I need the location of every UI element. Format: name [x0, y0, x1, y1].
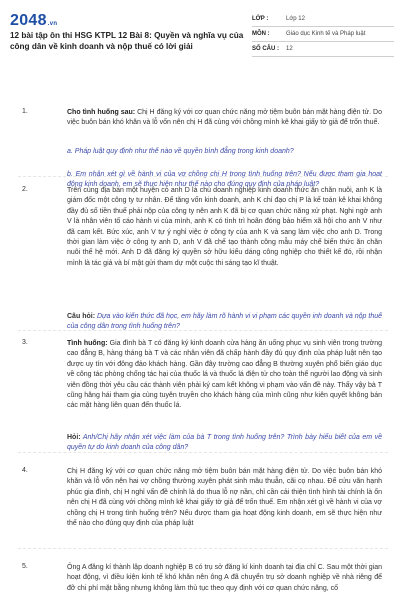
meta-table	[252, 12, 394, 57]
meta-value: 12	[286, 46, 293, 52]
question-number: 2.	[22, 186, 28, 193]
prompt-lead: Câu hỏi:	[67, 313, 96, 320]
meta-value: Lớp 12	[286, 16, 305, 22]
meta-value: Giáo dục Kinh tế và Pháp luật	[286, 31, 366, 37]
divider	[18, 452, 388, 453]
question-text: Trên cùng địa bàn một huyện có anh D là chủ doanh nghiệp kinh doanh thức ăn chăn nuôi, anh K là giám đốc một công ty tư nhân. Để tăng vốn kinh doanh, anh K chỉ đạo chị P là kế toán kê khai không đầy đủ số tiền thuế phải nộp của công ty nên anh K đã bị cơ quan chức năng xử phạt. Nghi ngờ anh V là nhân viên tố cáo hành vi của mình, anh K có tình trì hoãn đóng bảo hiểm xã hội cho anh V như đã cam kết. Bức xúc, anh V tự ý nghỉ việc ở công ty của anh K và sang làm việc cho anh D. Trong thời gian làm việc ở công ty anh D, anh V đã chế tạo thành công mẫu máy chế biến thức ăn chăn nuôi thế hệ mới. Anh D đã đăng ký quyền sở hữu kiểu dáng công nghiệp cho thiết kế đó, rồi nhận mình là tác giả và bí mật gửi tham dự một cuộc thi sáng tạo kĩ thuật.	[67, 187, 382, 267]
question-body: Gia đình bà T có đăng ký kinh doanh cửa hàng ăn uống phục vụ sinh viên trong trường cao đẳng B, hàng tháng bà T và các nhân viên đã chấp hành đầy đủ quy định của pháp luật nên tạo được uy tín với đông đảo khách hàng. Gần đây trường cao đẳng B thường xuyên phổ biến giáo dục về công tác phòng chống tác hại của thuốc lá và thuốc lá điện tử cho toàn thể người lao động và sinh viên đồng thời yêu cầu các thành viên phải ký cam kết không vi phạm vào vấn đề này. Thấy vậy bà T cũng hăng hái tham gia cùng tuyên truyền cho khách hàng của mình cũng như kiên quyết không bán các mặt hàng liên quan đến thuốc lá.	[67, 340, 383, 410]
question-text	[67, 339, 382, 412]
meta-key: SỐ CÂU :	[252, 46, 279, 52]
divider	[18, 330, 388, 331]
question-body: Chị H đăng ký với cơ quan chức năng mở tiệm buôn bán mặt hàng điện tử. Do việc buôn bán khó khăn và lỗ vốn nên chị H đã cùng với chồng mình kê khai giấy tờ giả để trốn thuế.	[67, 109, 382, 127]
sub-question-a: a. Pháp luật quy định như thế nào về quyền bình đẳng trong kinh doanh?	[67, 148, 294, 155]
question-text: Chị H đăng ký với cơ quan chức năng mở tiệm buôn bán mặt hàng điện tử. Do việc buôn bán khó khăn và lỗ vốn nên hai vợ chồng thường xuyên phát sinh mâu thuẫn, cãi cọ nhau. Để cứu vãn hạnh phúc gia đình, chị H nghỉ vấn đề chính là do thua lỗ nợ nần, chỉ cần cải thiện tình hình tài chính là ổn nên chị H đã cùng với chồng mình kê khai giấy tờ giả để trốn thuế. Em nhận xét gì về hành vi của vợ chồng chị H trong tình huống trên? Nếu được tham gia hoạt động kinh doanh, em sẽ thực hiện như thế nào cho đúng quy định của pháp luật	[67, 468, 382, 528]
meta-key: MÔN :	[252, 31, 270, 37]
question-lead: Tình huống:	[67, 340, 108, 347]
question-number: 4.	[22, 467, 28, 474]
prompt-body: Anh/Chị hãy nhận xét việc làm của bà T trong tình huống trên? Trình bày hiểu biết của em về quyền tự do kinh doanh của công dân?	[67, 434, 382, 452]
meta-row-subject	[252, 27, 394, 42]
prompt-body: Dựa vào kiến thức đã học, em hãy làm rõ hành vi vi phạm các quyền inh doanh và nộp thuế của công dân trong tình huống trên?	[67, 313, 382, 331]
question-lead: Cho tình huống sau:	[67, 109, 136, 116]
question-number: 1.	[22, 108, 28, 115]
meta-row-class	[252, 12, 394, 27]
prompt-lead: Hỏi:	[67, 434, 81, 441]
sub-question-b: b. Em nhận xét gì về hành vi của vợ chồng chị H trong tình huống trên? Nếu được tham gia hoạt động kinh doanh, em sẽ thực hiện như thế nào cho đúng quy định của pháp luật?	[67, 171, 382, 189]
question-text	[67, 108, 382, 129]
logo-main: 2048	[10, 12, 47, 29]
question-number: 5.	[22, 563, 28, 570]
question-number: 3.	[22, 339, 28, 346]
question-prompt	[67, 433, 382, 454]
question-text: Ông A đăng kí thành lập doanh nghiệp B có trụ sở đăng kí kinh doanh tại địa chỉ C. Sau một thời gian hoạt động, vì điều kiện kinh tế khó khăn nên ông A đã chuyển trụ sở doanh nghiệp về nhà riêng để đỡ chi phí mặt bằng nhưng không làm thủ tục theo quy định với cơ quan chức năng, cố	[67, 564, 382, 592]
document-title: 12 bài tập ôn thi HSG KTPL 12 Bài 8: Quyền và nghĩa vụ của công dân về kinh doanh và nộp thuế có lời giải	[10, 31, 244, 51]
meta-row-count	[252, 42, 394, 57]
divider	[18, 548, 388, 549]
meta-key: LỚP :	[252, 16, 269, 22]
logo-suffix: .vn	[47, 21, 58, 27]
site-logo[interactable]	[10, 12, 57, 30]
divider	[18, 176, 388, 177]
